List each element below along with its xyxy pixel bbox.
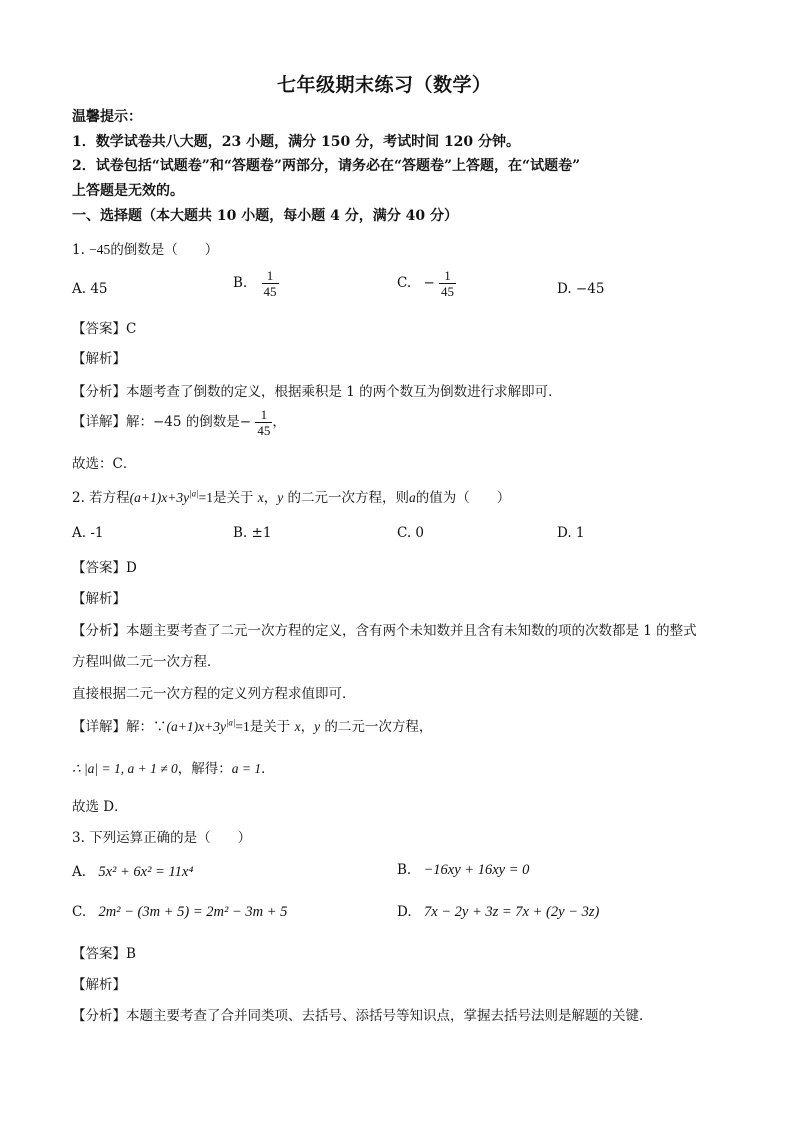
q2-therefore-end: ． [261,761,275,777]
q3-option-a-math: 5x² + 6x² = 11x⁴ [98,864,194,880]
q2-stem-text-e: 的值为（ ） [415,490,511,506]
q1-detail-sign: − [239,414,252,430]
q1-option-b-numerator: 1 [266,268,274,283]
q1-option-b-denominator: 45 [263,284,277,299]
q2-therefore-text: ，解得： [177,761,232,777]
q2-detail-comma: ， [300,719,315,735]
q2-option-a: A. -1 [72,525,104,541]
q2-answer: 【答案】D [72,560,137,576]
q2-therefore-math: ∴ |a| = 1, a + 1 ≠ 0 [72,761,178,776]
q2-detail [72,715,432,735]
q3-analysis-label: 【解析】 [72,977,126,993]
q2-detail-equation: (a+1)x+3y [166,719,226,734]
q3-answer: 【答案】B [72,946,136,962]
q1-stem-math: −45 [89,242,111,257]
q3-option-d [397,904,599,921]
q1-option-c-numerator: 1 [444,268,451,283]
q2-detail-text-b: 是关于 [249,719,291,735]
q2-stem-text-b: 是关于 [212,490,254,506]
q2-option-d: D. 1 [557,525,585,541]
q2-detail-x: x [294,719,301,734]
q2-stem-x: x [257,490,264,505]
q3-analysis: 【分析】本题主要考查了合并同类项、去括号、添括号等知识点，掌握去括号法则是解题的关键． [72,1008,653,1024]
tips-line-2: 2．试卷包括“试题卷”和“答题卷”两部分，请务必在“答题卷”上答题，在“试题卷” [72,158,581,174]
q3-option-b-math: −16xy + 16xy = 0 [423,862,530,878]
q2-analysis-label: 【解析】 [72,591,126,607]
q1-detail-fraction [255,407,272,438]
q2-analysis-2: 方程叫做二元一次方程． [72,654,221,670]
q1-detail-text: 【详解】解：−45 的倒数是 [72,414,240,430]
q1-option-b [233,268,279,299]
q3-option-c [72,904,287,921]
q1-option-b-fraction [262,268,279,299]
q2-option-b: B. ±1 [233,525,272,541]
q3-option-d-math: 7x − 2y + 3z = 7x + (2y − 3z) [423,904,600,920]
q2-detail-text-d: 的二元一次方程， [324,719,433,735]
q2-stem-text-d: 的二元一次方程，则 [287,490,410,506]
q1-detail [72,407,286,438]
page-title: 七年级期末练习（数学） [277,74,492,96]
q2-stem-comma: ， [263,490,278,506]
q2-stem [72,486,510,506]
q1-option-c-sign: − [423,275,435,291]
q1-detail-numerator: 1 [260,407,268,422]
q2-therefore-result: a = 1 [231,761,262,776]
q1-option-c [397,268,456,299]
q1-detail-end: ， [272,414,286,430]
q2-detail-y: y [314,719,321,734]
q1-option-c-fraction [439,268,456,299]
q3-option-b-label: B. [397,862,412,878]
q2-option-c: C. 0 [397,525,425,541]
q3-option-d-label: D. [397,904,412,920]
q1-option-b-label: B. [233,275,248,291]
q3-stem: 3. 下列运算正确的是（ ） [72,830,252,846]
q3-option-a [72,864,193,881]
q2-stem-y: y [277,490,284,505]
q1-option-c-denominator: 45 [441,284,455,299]
q2-detail-exponent: |a| [225,717,236,728]
section-heading: 一、选择题（本大题共 10 小题，每小题 4 分，满分 40 分） [72,208,458,224]
tips-heading: 温馨提示： [72,109,142,125]
q2-analysis-1: 【分析】本题主要考查了二元一次方程的定义，含有两个未知数并且含有未知数的项的次数都是 1 的整式 [72,623,697,639]
q2-stem-equation: (a+1)x+3y [129,490,190,505]
q2-stem-equation-rhs: =1 [198,490,213,505]
q3-option-b [397,862,529,879]
q2-stem-exponent: |a| [189,488,199,499]
q2-choice: 故选 D． [72,799,128,815]
q3-option-c-label: C. [72,904,87,920]
q1-stem-text: 的倒数是（ ） [110,242,219,258]
q2-stem-prefix: 2. 若方程 [72,490,130,506]
q3-option-c-math: 2m² − (3m + 5) = 2m² − 3m + 5 [98,904,288,920]
q2-therefore [72,757,275,777]
q1-detail-denominator: 45 [257,423,271,438]
q3-option-a-label: A. [72,864,87,880]
q1-stem [72,238,218,258]
tips-line-2-cont: 上答题是无效的。 [72,183,184,199]
q1-number: 1. [72,242,85,258]
q1-option-a: A. 45 [72,281,108,297]
q2-detail-prefix: 【详解】解：∵ [72,719,167,735]
q1-answer: 【答案】C [72,321,137,337]
q2-detail-equation-rhs: =1 [235,719,250,734]
q1-analysis-label: 【解析】 [72,351,126,367]
tips-line-1: 1．数学试卷共八大题，23 小题，满分 150 分，考试时间 120 分钟。 [72,134,521,150]
q1-option-d: D. −45 [557,281,605,297]
q1-option-c-label: C. [397,275,412,291]
q2-stem-a: a [409,490,416,505]
q1-choice: 故选：C． [72,456,137,472]
q2-analysis-3: 直接根据二元一次方程的定义列方程求值即可． [72,686,356,702]
q1-analysis: 【分析】本题考查了倒数的定义，根据乘积是 1 的两个数互为倒数进行求解即可． [72,384,562,400]
